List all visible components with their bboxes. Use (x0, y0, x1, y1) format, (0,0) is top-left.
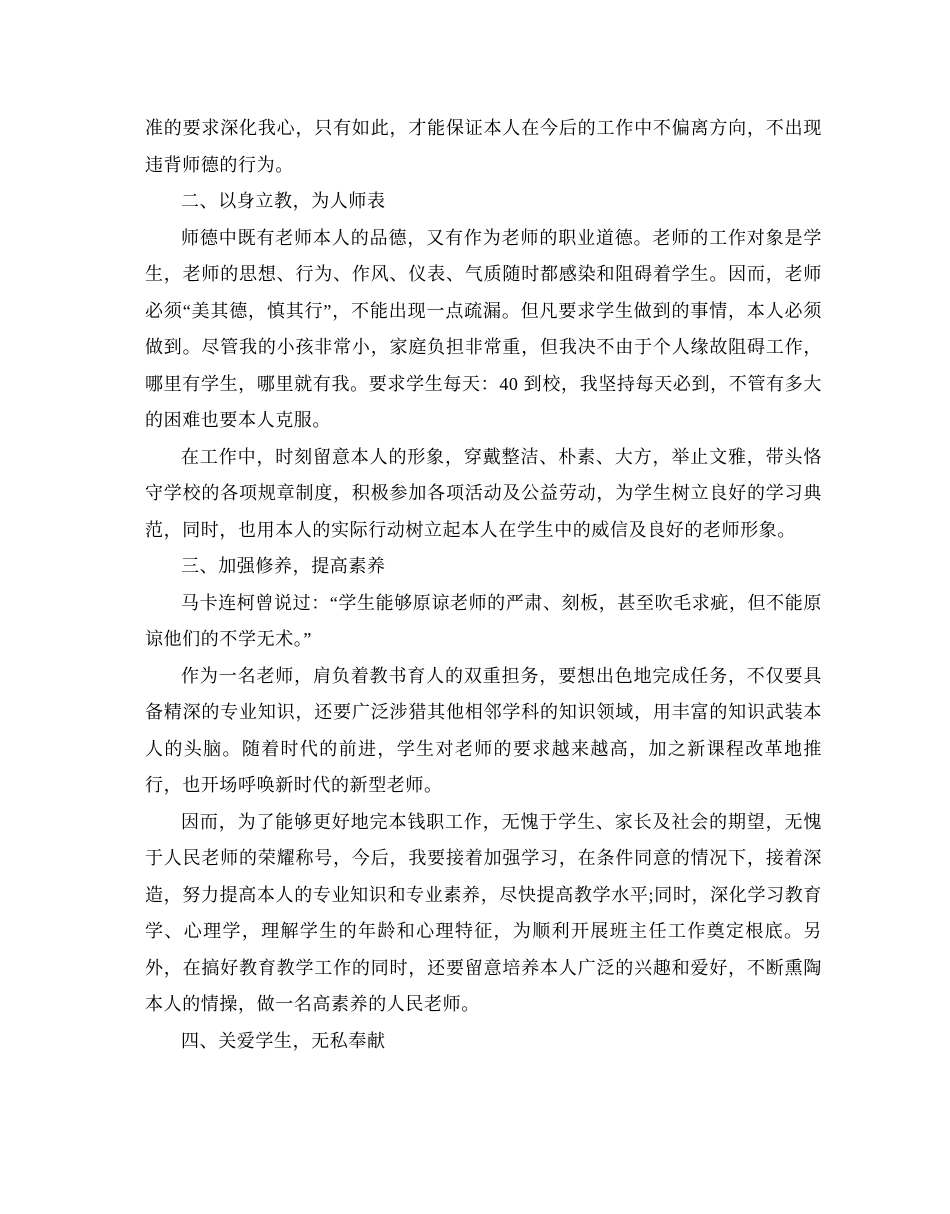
section-heading-3: 三、加强修养，提高素养 (181, 556, 386, 576)
paragraph: 因而，为了能够更好地完本钱职工作，无愧于学生、家长及社会的期望，无愧于人民老师的荣耀称号，今后，我要接着加强学习，在条件同意的情况下，接着深造，努力提高本人的专业知识和专业素养，尽快提高教学水平;同时，深化学习教育学、心理学，理解学生的年龄和心理特征，为顺利开展班主任工作奠定根底。另外，在搞好教育教学工作的同时，还要留意培养本人广泛的兴趣和爱好，不断熏陶本人的情操，做一名高素养的人民老师。 (145, 811, 822, 1014)
section-heading-2: 二、以身立教，为人师表 (181, 191, 386, 211)
paragraph: 在工作中，时刻留意本人的形象，穿戴整洁、朴素、大方，举止文雅，带头恪守学校的各项规章制度，积极参加各项活动及公益劳动，为学生树立良好的学习典范，同时，也用本人的实际行动树立起本人在学生中的威信及良好的老师形象。 (145, 446, 822, 540)
paragraph: 马卡连柯曾说过：“学生能够原谅老师的严肃、刻板，甚至吹毛求疵，但不能原谅他们的不学无术。” (145, 592, 822, 649)
section-heading-4: 四、关爱学生，无私奉献 (181, 1030, 386, 1051)
paragraph: 作为一名老师，肩负着教书育人的双重担务，要想出色地完成任务，不仅要具备精深的专业知识，还要广泛涉猎其他相邻学科的知识领域，用丰富的知识武装本人的头脑。随着时代的前进，学生对老师的要求越来越高，加之新课程改革地推行，也开场呼唤新时代的新型老师。 (145, 665, 822, 795)
paragraph: 师德中既有老师本人的品德，又有作为老师的职业道德。老师的工作对象是学生，老师的思想、行为、作风、仪表、气质随时都感染和阻碍着学生。因而，老师必须“美其德，慎其行”，不能出现一点疏漏。但凡要求学生做到的事情，本人必须做到。尽管我的小孩非常小，家庭负担非常重，但我决不由于个人缘故阻碍工作，哪里有学生，哪里就有我。要求学生每天：40 到校，我坚持每天必到，不管有多大的困难也要本人克服。 (145, 227, 822, 430)
paragraph-continuation: 准的要求深化我心，只有如此，才能保证本人在今后的工作中不偏离方向，不出现违背师德的行为。 (145, 118, 822, 175)
